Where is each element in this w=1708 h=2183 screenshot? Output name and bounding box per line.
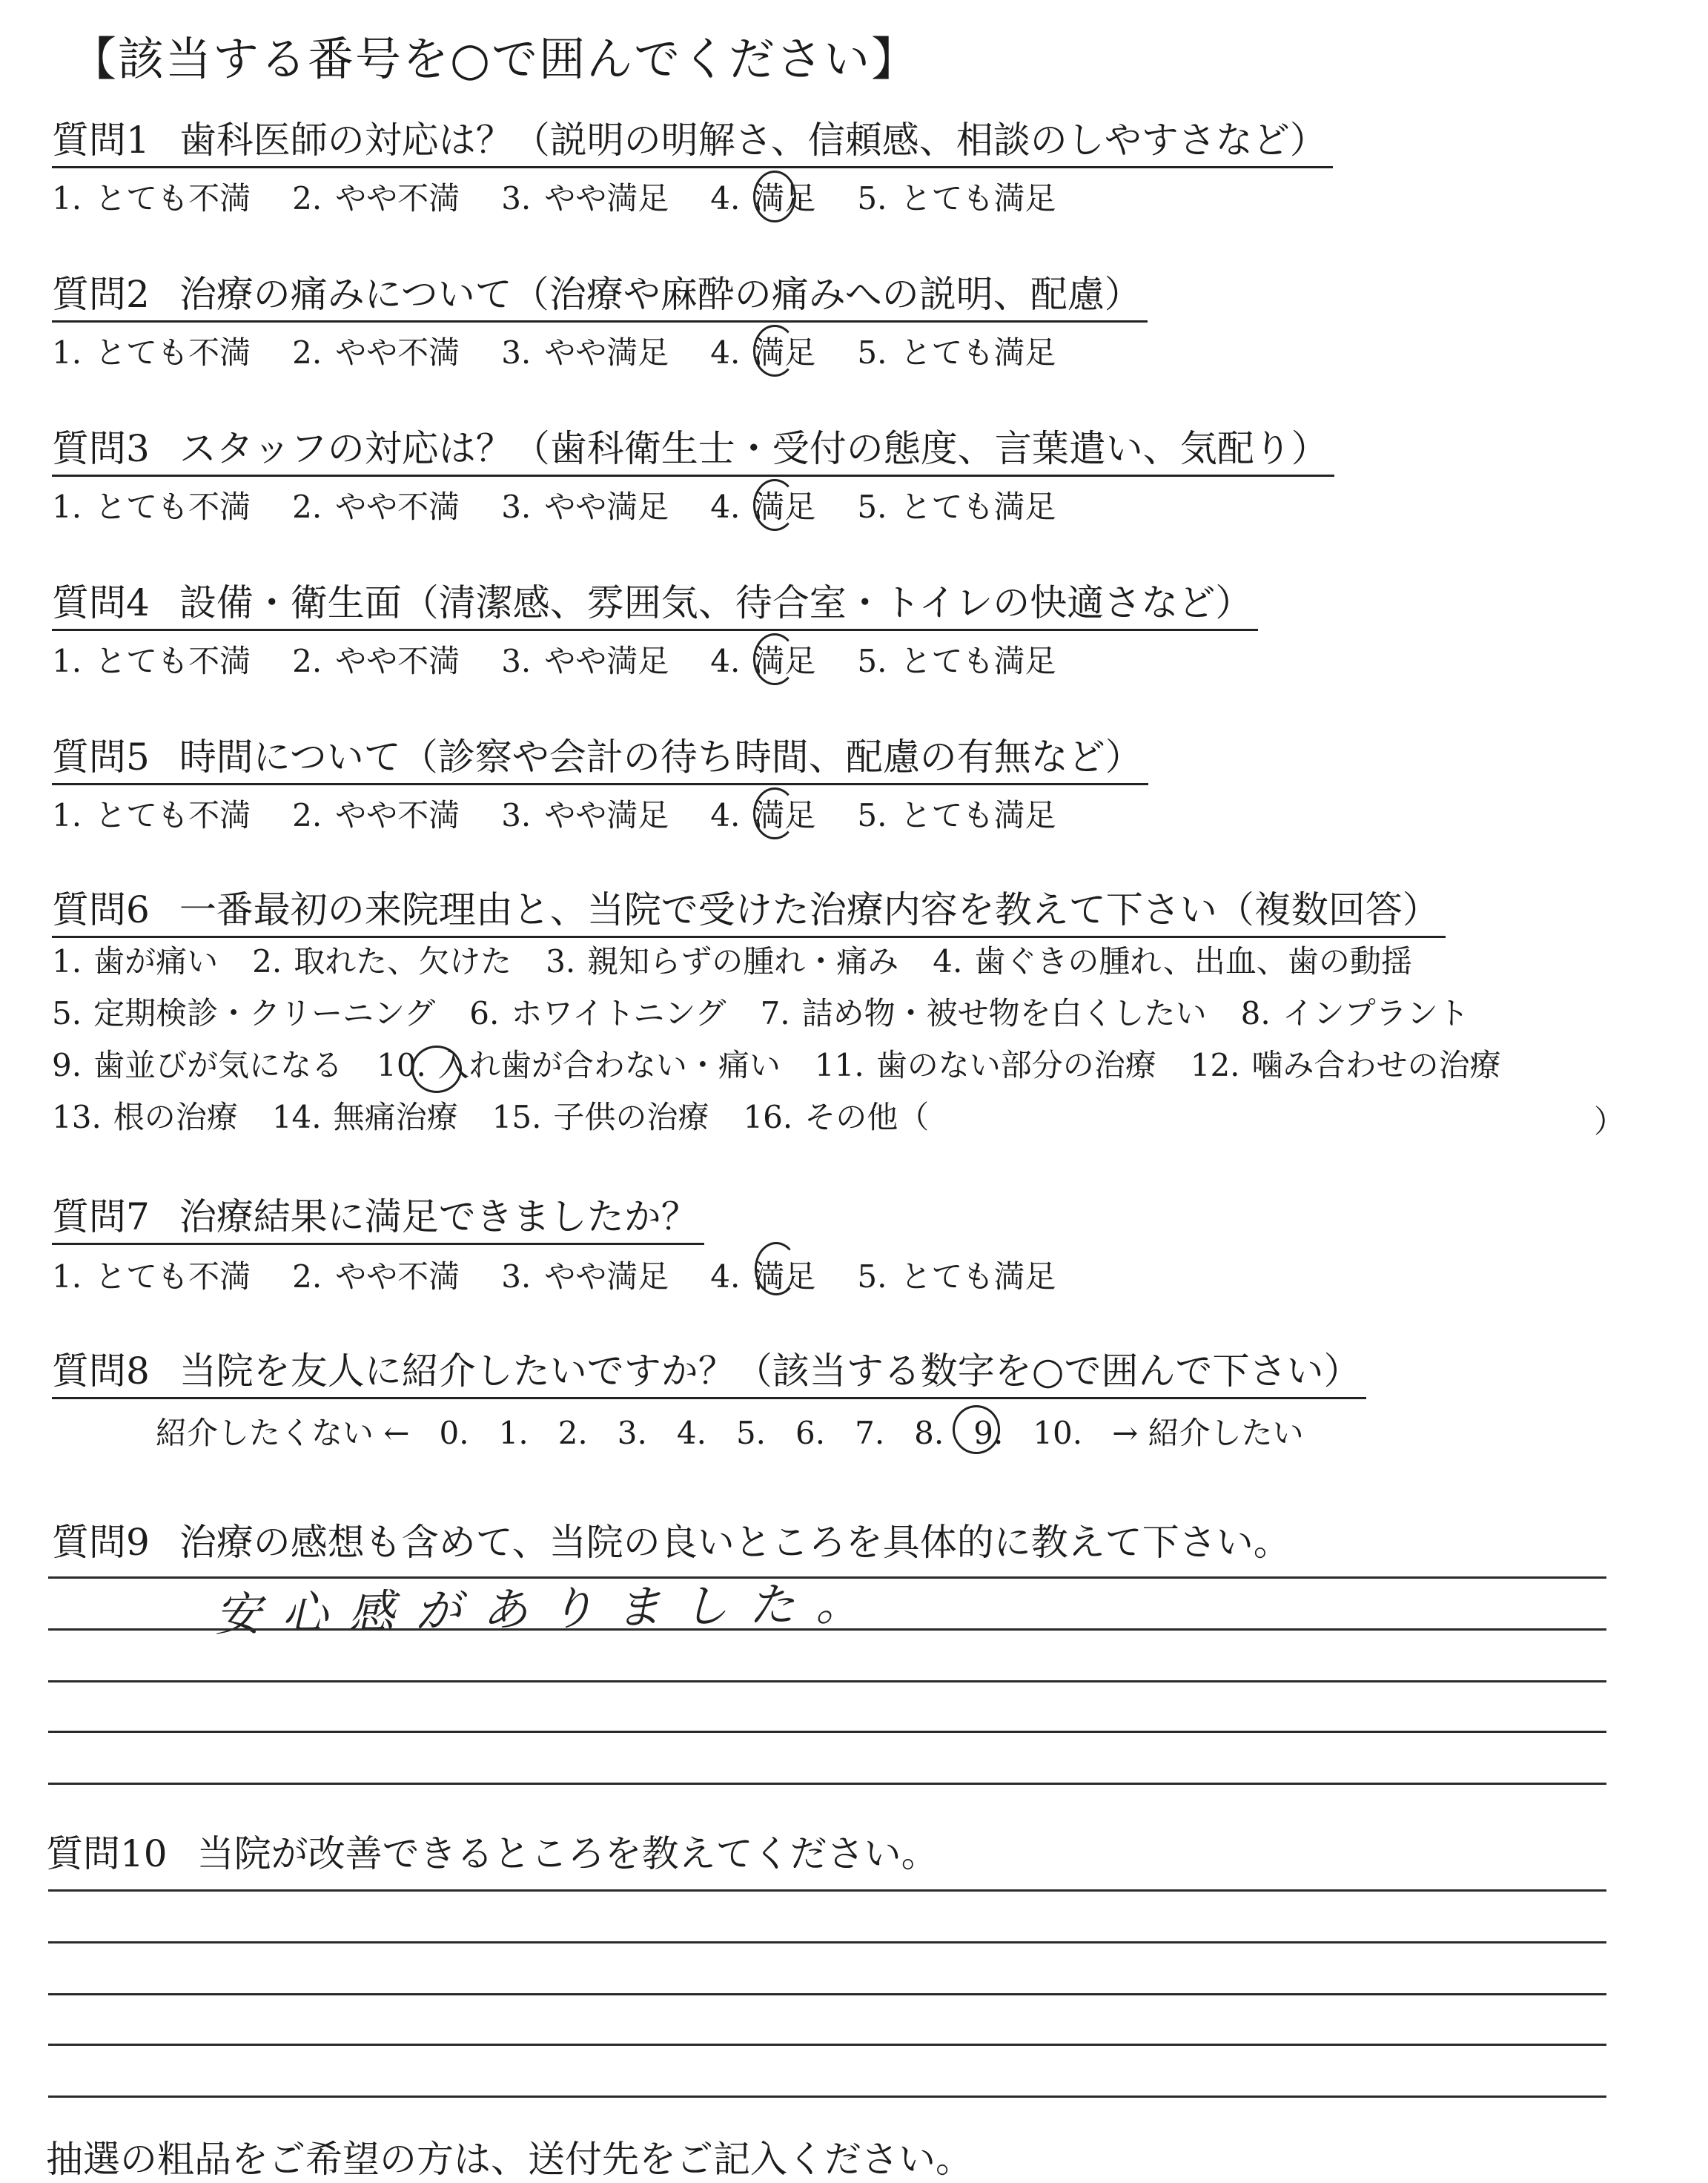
satisfaction-option[interactable] — [501, 797, 669, 834]
question-text: 歯科医師の対応は？（説明の明解さ、信頼感、相談のしやすさなど） — [179, 119, 1327, 162]
q6-option[interactable] — [492, 1099, 709, 1136]
q8-scale-value[interactable]: 6. — [795, 1415, 826, 1451]
q6-option[interactable] — [252, 943, 512, 980]
option-number: 4. — [710, 180, 741, 217]
option-label: とても不満 — [95, 643, 251, 679]
footer-note: 抽選の粗品をご希望の方は、送付先をご記入ください。 — [46, 2138, 973, 2181]
q6-option-number: 9. — [52, 1047, 82, 1083]
option-number: 4. — [710, 489, 741, 525]
satisfaction-option[interactable] — [292, 797, 460, 834]
q6-option[interactable] — [272, 1099, 458, 1136]
option-number: 3. — [501, 1258, 532, 1295]
satisfaction-option[interactable] — [501, 643, 669, 680]
question-label: 質問5 — [52, 736, 150, 779]
q6-option[interactable] — [546, 943, 898, 980]
q6-option-number: 10. — [377, 1047, 426, 1083]
q9-line — [48, 1680, 1606, 1682]
q8-scale-value[interactable]: 3. — [617, 1415, 647, 1451]
satisfaction-option[interactable] — [857, 489, 1056, 526]
q1-circle-mark — [753, 171, 796, 222]
option-number: 4. — [710, 797, 741, 833]
option-label: やや満足 — [544, 334, 669, 371]
q6-option[interactable] — [743, 1099, 929, 1136]
question-label: 質問1 — [52, 119, 150, 162]
option-label: とても不満 — [95, 180, 251, 217]
q6-option-label: 親知らずの腫れ・痛み — [587, 943, 899, 980]
satisfaction-option[interactable] — [292, 334, 460, 371]
q10-line — [48, 1993, 1606, 1995]
q6-text: 一番最初の来院理由と、当院で受けた治療内容を教えて下さい（複数回答） — [179, 888, 1440, 931]
satisfaction-option[interactable] — [501, 489, 669, 526]
option-label: とても満足 — [900, 489, 1056, 525]
question-label: 質問3 — [52, 427, 150, 470]
q9-title — [52, 1513, 1291, 1566]
q8-scale-value[interactable]: 10. — [1033, 1415, 1083, 1451]
satisfaction-option[interactable] — [52, 180, 251, 217]
q6-label: 質問6 — [52, 888, 150, 931]
q6-option-number: 2. — [252, 943, 282, 980]
option-label: 満足 — [753, 180, 816, 217]
option-label: やや不満 — [335, 334, 460, 371]
q10-line — [48, 1889, 1606, 1892]
option-number: 4. — [710, 334, 741, 371]
q6-option[interactable] — [52, 1099, 238, 1136]
option-label: とても不満 — [95, 489, 251, 525]
satisfaction-option[interactable] — [292, 180, 460, 217]
q8-scale-value[interactable]: 7. — [855, 1415, 885, 1451]
q9-label: 質問9 — [52, 1521, 150, 1564]
q6-option-label: ホワイトニング — [511, 995, 726, 1031]
q7-text: 治療結果に満足できましたか？ — [179, 1195, 698, 1238]
q6-option-number: 7. — [760, 995, 790, 1031]
q8-circle-mark — [953, 1405, 1000, 1454]
option-number: 5. — [857, 643, 887, 679]
q1-options — [52, 180, 1056, 217]
q8-left-label: 紹介したくない ← — [156, 1415, 410, 1451]
q7-title — [52, 1195, 704, 1245]
q6-option-label: その他（ — [804, 1099, 930, 1135]
q6-option[interactable] — [1191, 1047, 1501, 1084]
q8-scale — [156, 1415, 1304, 1452]
option-number: 5. — [857, 1258, 887, 1295]
option-label: やや満足 — [544, 489, 669, 525]
option-label: とても満足 — [900, 797, 1056, 833]
question-text: スタッフの対応は？（歯科衛生士・受付の態度、言葉遣い、気配り） — [179, 427, 1328, 470]
satisfaction-option[interactable] — [52, 797, 251, 834]
satisfaction-option[interactable] — [501, 334, 669, 371]
q3-title — [52, 427, 1334, 477]
option-number: 3. — [501, 797, 532, 833]
option-number: 3. — [501, 489, 532, 525]
q2-title — [52, 273, 1148, 323]
q6-option[interactable] — [815, 1047, 1156, 1084]
q6-option[interactable] — [469, 995, 726, 1032]
q7-label: 質問7 — [52, 1195, 150, 1238]
option-number: 1. — [52, 180, 82, 217]
q10-title — [46, 1824, 939, 1877]
q8-scale-value[interactable]: 5. — [735, 1415, 767, 1451]
satisfaction-option[interactable] — [857, 643, 1056, 680]
q6-close-paren: ） — [1594, 1103, 1626, 1140]
q6-option-row — [52, 943, 1446, 980]
option-label: とても満足 — [900, 1258, 1056, 1295]
q3-options — [52, 489, 1056, 526]
option-label: とても満足 — [900, 643, 1056, 679]
q4-options — [52, 643, 1056, 680]
q10-line — [48, 2096, 1606, 2098]
q6-option-label: 根の治療 — [113, 1099, 238, 1135]
q8-text: 当院を友人に紹介したいですか？（該当する数字を○で囲んで下さい） — [179, 1350, 1361, 1393]
q6-option-number: 15. — [491, 1099, 542, 1135]
q6-option-label: 歯ぐきの腫れ、出血、歯の動揺 — [974, 943, 1412, 980]
q2-circle-mark — [753, 325, 796, 377]
q6-option-label: 歯が痛い — [93, 943, 219, 980]
satisfaction-option[interactable] — [857, 180, 1056, 217]
q6-option-number: 1. — [52, 943, 82, 980]
q6-option-label: 無痛治療 — [333, 1099, 458, 1135]
q9-line — [48, 1628, 1606, 1631]
q9-handwritten-answer: 安心感がありました。 — [214, 1576, 883, 1642]
option-label: とても不満 — [95, 334, 251, 371]
option-number: 3. — [501, 643, 532, 679]
option-number: 1. — [52, 643, 82, 679]
q6-option[interactable] — [52, 1047, 342, 1084]
option-number: 1. — [52, 1258, 82, 1295]
option-number: 2. — [292, 797, 322, 833]
option-label: やや満足 — [544, 643, 669, 679]
option-label: 満足 — [753, 334, 816, 371]
option-number: 2. — [292, 489, 322, 525]
satisfaction-option[interactable] — [52, 334, 251, 371]
option-number: 5. — [857, 180, 887, 217]
option-label: やや不満 — [335, 180, 460, 217]
option-number: 2. — [292, 334, 322, 371]
satisfaction-option[interactable] — [52, 489, 251, 526]
satisfaction-option[interactable] — [292, 643, 460, 680]
option-number: 4. — [710, 643, 741, 679]
q6-option-row — [52, 1099, 963, 1136]
q8-label: 質問8 — [52, 1350, 150, 1393]
q8-scale-value[interactable]: 1. — [498, 1415, 529, 1451]
option-label: 満足 — [753, 1258, 816, 1295]
option-number: 5. — [857, 797, 887, 833]
option-label: やや不満 — [335, 797, 460, 833]
option-label: 満足 — [753, 643, 816, 679]
q6-option-label: 詰め物・被せ物を白くしたい — [801, 995, 1207, 1031]
satisfaction-option[interactable] — [292, 489, 460, 526]
q8-right-label: → 紹介したい — [1112, 1415, 1304, 1451]
q6-option-number: 5. — [52, 995, 82, 1031]
option-number: 3. — [501, 334, 532, 371]
q6-title — [52, 888, 1446, 938]
q8-title — [52, 1350, 1366, 1399]
option-number: 1. — [52, 489, 82, 525]
q6-option-row — [52, 995, 1503, 1032]
q4-title — [52, 581, 1258, 631]
q7-options — [52, 1258, 1056, 1295]
option-label: やや満足 — [544, 180, 669, 217]
q6-option-number: 13. — [52, 1099, 102, 1135]
q8-scale-value[interactable]: 4. — [676, 1415, 706, 1451]
q9-line — [48, 1731, 1606, 1733]
q6-option-row — [52, 1047, 1535, 1084]
option-label: とても不満 — [95, 797, 251, 833]
q6-option-label: 子供の治療 — [553, 1099, 709, 1135]
satisfaction-option[interactable] — [501, 180, 669, 217]
q6-option[interactable] — [933, 943, 1412, 980]
q6-option[interactable] — [52, 995, 435, 1032]
option-number: 2. — [292, 643, 322, 679]
option-number: 1. — [52, 334, 82, 371]
q8-scale-value[interactable]: 8. — [914, 1415, 944, 1451]
q10-line — [48, 2044, 1606, 2046]
q6-circle-mark — [411, 1046, 462, 1093]
satisfaction-option[interactable] — [52, 643, 251, 680]
q6-option-number: 6. — [469, 995, 500, 1031]
satisfaction-option[interactable] — [52, 1258, 251, 1295]
option-label: やや不満 — [335, 489, 460, 525]
q1-title — [52, 119, 1333, 168]
q6-option-label: 歯のない部分の治療 — [875, 1047, 1156, 1083]
option-number: 2. — [292, 180, 322, 217]
option-label: とても不満 — [95, 1258, 251, 1295]
q3-circle-mark — [753, 479, 796, 531]
option-label: やや満足 — [544, 1258, 669, 1295]
q6-option-label: 取れた、欠けた — [294, 943, 512, 980]
q6-option-label: 歯並びが気になる — [93, 1047, 343, 1083]
q10-label: 質問10 — [46, 1832, 168, 1875]
option-number: 3. — [501, 180, 532, 217]
option-label: とても満足 — [900, 180, 1056, 217]
q6-option-number: 8. — [1240, 995, 1271, 1031]
q8-scale-value[interactable]: 2. — [557, 1415, 588, 1451]
q8-scale-value[interactable]: 0. — [439, 1415, 469, 1451]
option-label: やや不満 — [335, 643, 460, 679]
q6-option-number: 11. — [814, 1047, 864, 1083]
satisfaction-option[interactable] — [857, 797, 1056, 834]
question-label: 質問2 — [52, 273, 150, 316]
question-text: 治療の痛みについて（治療や麻酔の痛みへの説明、配慮） — [179, 273, 1142, 316]
q6-option-number: 14. — [271, 1099, 322, 1135]
option-number: 2. — [292, 1258, 322, 1295]
q8-scale-value[interactable]: 9. — [973, 1415, 1004, 1451]
q6-option[interactable] — [761, 995, 1207, 1032]
q4-circle-mark — [753, 633, 796, 685]
q9-text: 治療の感想も含めて、当院の良いところを具体的に教えて下さい。 — [179, 1521, 1291, 1564]
q5-circle-mark — [753, 787, 796, 839]
q6-option-label: 定期検診・クリーニング — [93, 995, 436, 1031]
option-number: 4. — [710, 1258, 741, 1295]
q6-option-label: 入れ歯が合わない・痛い — [437, 1047, 781, 1083]
q6-option-label: インプラント — [1282, 995, 1469, 1031]
option-number: 5. — [857, 489, 887, 525]
question-text: 設備・衛生面（清潔感、雰囲気、待合室・トイレの快適さなど） — [179, 581, 1253, 624]
q10-text: 当院が改善できるところを教えてください。 — [196, 1832, 939, 1875]
option-number: 1. — [52, 797, 82, 833]
question-text: 時間について（診察や会計の待ち時間、配慮の有無など） — [179, 736, 1142, 779]
question-label: 質問4 — [52, 581, 150, 624]
q5-title — [52, 736, 1148, 785]
q7-circle-mark — [755, 1242, 798, 1295]
q9-line — [48, 1783, 1606, 1785]
satisfaction-option[interactable] — [292, 1258, 460, 1295]
option-label: とても満足 — [900, 334, 1056, 371]
q10-line — [48, 1941, 1606, 1943]
q6-option[interactable] — [1241, 995, 1469, 1032]
q6-option-number: 12. — [1190, 1047, 1240, 1083]
q6-option-number: 3. — [546, 943, 576, 980]
option-label: やや不満 — [335, 1258, 460, 1295]
q6-option[interactable] — [52, 943, 218, 980]
satisfaction-option[interactable] — [857, 334, 1056, 371]
satisfaction-option[interactable] — [857, 1258, 1056, 1295]
option-label: やや満足 — [544, 797, 669, 833]
q6-option-number: 4. — [933, 943, 963, 980]
option-label: 満足 — [753, 797, 816, 833]
q6-option-number: 16. — [743, 1099, 793, 1135]
q5-options — [52, 797, 1056, 834]
satisfaction-option[interactable] — [501, 1258, 669, 1295]
page-header: 【該当する番号を○で囲んでください】 — [70, 32, 919, 86]
option-label: 満足 — [753, 489, 816, 525]
option-number: 5. — [857, 334, 887, 371]
q2-options — [52, 334, 1056, 371]
q6-option-label: 噛み合わせの治療 — [1251, 1047, 1501, 1083]
